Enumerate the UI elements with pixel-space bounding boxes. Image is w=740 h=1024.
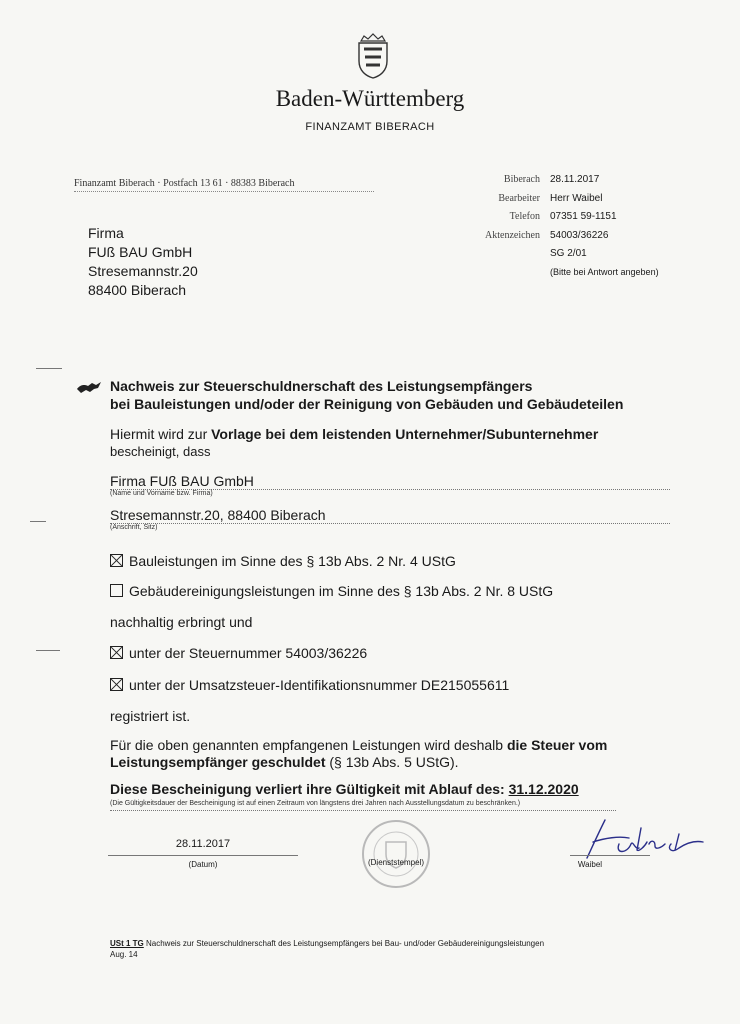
fold-mark xyxy=(36,650,60,651)
name-field xyxy=(110,473,670,497)
recipient-line: Stresemannstr.20 xyxy=(88,263,198,279)
validity-statement xyxy=(110,781,579,797)
meta-value: 54003/36226 xyxy=(550,229,609,241)
state-name: Baden-Württemberg xyxy=(275,86,465,111)
para-pre: Für die oben genannten empfangenen Leistungen wird deshalb xyxy=(110,737,507,753)
reference-block xyxy=(440,174,700,285)
meta-label: Biberach xyxy=(503,174,540,185)
checkbox-checked xyxy=(110,554,123,567)
address-field xyxy=(110,507,670,531)
meta-row xyxy=(440,174,700,193)
date-caption: (Datum) xyxy=(188,860,218,869)
signer-caption: Waibel xyxy=(577,860,603,869)
meta-label: Aktenzeichen xyxy=(485,229,540,241)
meta-value: 07351 59-1151 xyxy=(550,211,617,222)
liability-paragraph xyxy=(110,737,650,771)
para-post: (§ 13b Abs. 5 UStG). xyxy=(325,754,459,770)
meta-row xyxy=(440,230,700,249)
intro-post: bescheinigt, dass xyxy=(110,444,211,459)
nachhaltig-text: nachhaltig erbringt und xyxy=(110,614,253,630)
document-heading xyxy=(110,377,623,413)
name-value: Firma FUß BAU GmbH xyxy=(110,473,254,489)
meta-value: (Bitte bei Antwort angeben) xyxy=(550,266,659,277)
checkbox-unchecked xyxy=(110,584,123,597)
meta-value: SG 2/01 xyxy=(550,248,587,259)
check-gebaeudereinigung xyxy=(110,583,553,599)
meta-label xyxy=(440,267,550,286)
fold-mark xyxy=(30,521,46,522)
sender-divider xyxy=(74,191,374,192)
check-label: unter der Umsatzsteuer-Identifikationsnummer DE215055611 xyxy=(129,677,510,693)
issue-date: 28.11.2017 xyxy=(175,838,231,850)
meta-row xyxy=(440,193,700,212)
check-label: Bauleistungen im Sinne des § 13b Abs. 2 Nr. 4 UStG xyxy=(129,553,456,569)
registriert-text: registriert ist. xyxy=(110,708,191,724)
footer-text: Nachweis zur Steuerschuldnerschaft des Leistungsempfängers bei Bau- und/oder Gebäudereinigungsleistungen xyxy=(143,939,545,948)
meta-label: Bearbeiter xyxy=(498,192,540,204)
recipient-line: 88400 Biberach xyxy=(88,282,187,298)
check-label: Gebäudereinigungsleistungen im Sinne des § 13b Abs. 2 Nr. 8 UStG xyxy=(129,583,554,599)
date-rule xyxy=(108,855,298,856)
fold-mark xyxy=(36,368,62,369)
check-ustid xyxy=(110,677,509,693)
para-bold: die Steuer vom Leistungsempfänger geschuldet xyxy=(110,737,608,770)
meta-label: Telefon xyxy=(509,211,540,222)
name-caption: (Name und Vorname bzw. Firma) xyxy=(110,490,213,497)
official-stamp-icon xyxy=(356,818,436,890)
intro-bold: Vorlage bei dem leistenden Unternehmer/Subunternehmer xyxy=(211,426,599,442)
coat-of-arms-icon xyxy=(356,33,390,79)
meta-row xyxy=(440,211,700,230)
heading-line: Nachweis zur Steuerschuldnerschaft des Leistungsempfängers xyxy=(110,378,533,394)
meta-value: Herr Waibel xyxy=(550,192,603,204)
meta-label xyxy=(440,248,550,267)
form-footer xyxy=(110,938,544,960)
recipient-address xyxy=(88,224,198,300)
address-caption: (Anschrift, Sitz) xyxy=(110,524,158,531)
recipient-line: FUß BAU GmbH xyxy=(88,244,193,260)
stamp-caption: (Dienststempel) xyxy=(367,858,424,867)
check-steuernummer xyxy=(110,645,367,661)
checkbox-checked xyxy=(110,678,123,691)
checkbox-checked xyxy=(110,646,123,659)
lion-icon xyxy=(76,380,102,394)
sender-address-line: Finanzamt Biberach · Postfach 13 61 · 88383 Biberach xyxy=(74,178,295,189)
intro-text xyxy=(110,426,598,460)
recipient-line: Firma xyxy=(88,225,124,241)
address-value: Stresemannstr.20, 88400 Biberach xyxy=(110,507,326,523)
validity-note: (Die Gültigkeitsdauer der Bescheinigung ist auf einen Zeitraum von längstens drei Jahren nach Ausstellungsdatum zu beschränken.) xyxy=(110,800,521,807)
form-edition: Aug. 14 xyxy=(110,950,138,959)
check-bauleistungen xyxy=(110,553,456,569)
heading-line: bei Bauleistungen und/oder der Reinigung von Gebäuden und Gebäudeteilen xyxy=(110,396,624,412)
validity-date: 31.12.2020 xyxy=(508,781,579,797)
check-label: unter der Steuernummer 54003/36226 xyxy=(129,645,368,661)
meta-value: 28.11.2017 xyxy=(550,174,600,185)
intro-pre: Hiermit wird zur xyxy=(110,426,212,442)
meta-row xyxy=(440,248,700,267)
tax-office-name: FINANZAMT BIBERACH xyxy=(305,121,435,133)
form-code: USt 1 TG xyxy=(110,939,144,948)
meta-row xyxy=(440,267,700,286)
validity-text: Diese Bescheinigung verliert ihre Gültigkeit mit Ablauf des: xyxy=(110,781,509,797)
signer-rule xyxy=(570,855,650,856)
validity-rule xyxy=(110,810,616,811)
